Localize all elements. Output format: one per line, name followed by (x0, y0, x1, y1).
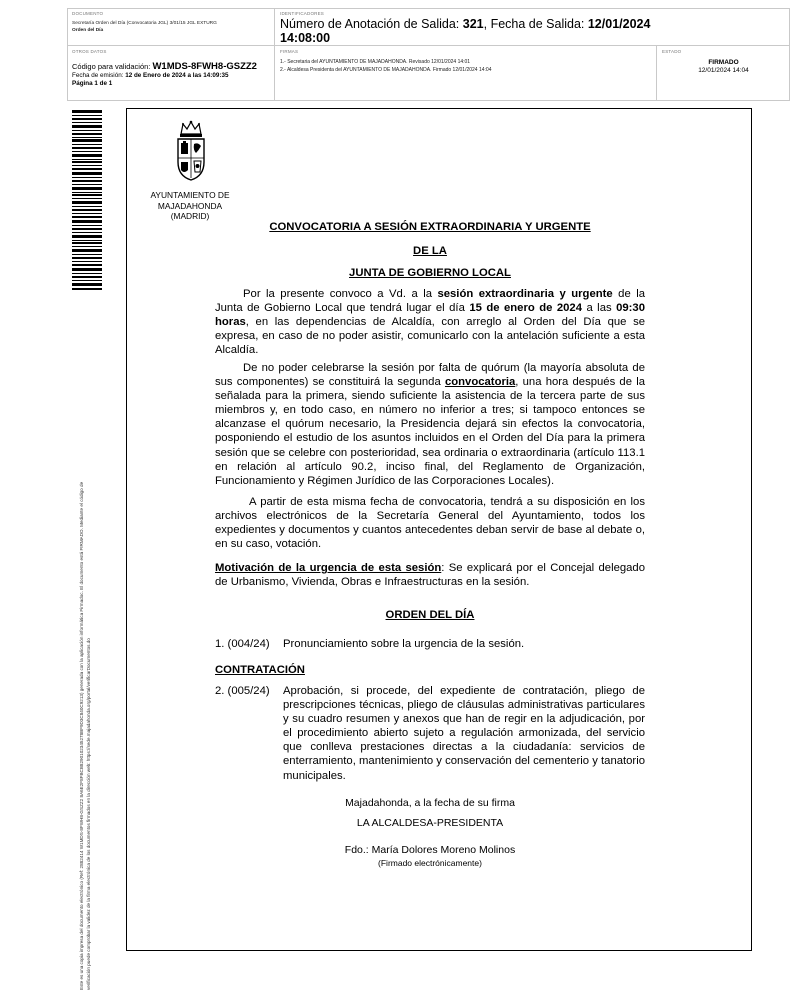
verification-side-text (79, 310, 92, 990)
ayuntamiento-line-3: (MADRID) (170, 211, 210, 221)
barcode-image (72, 110, 102, 290)
p1-session-type: sesión extraordinaria y urgente (437, 288, 613, 300)
emission-date-label: Fecha de emisión: (72, 72, 126, 79)
p1-time: 09:30 horas (215, 302, 645, 329)
salida-date: 12/01/2024 (587, 17, 651, 31)
firma-2: 2.- Alcaldesa Presidenta del AYUNTAMIENTO DE MAJADAHONDA. Firmado 12/01/2024 14:04 (280, 67, 492, 73)
salida-number: 321 (462, 17, 484, 31)
documento-line-1: Secretaría Orden del Día (Convocatoria JGL) 3/01/15 JGL EXTURG (72, 21, 217, 26)
section-contratacion: CONTRATACIÓN (215, 664, 305, 676)
document-title: CONVOCATORIA A SESIÓN EXTRAORDINARIA Y URGENTE (269, 221, 591, 233)
p2-text-a: De no poder celebrarse la sesión por falta de quórum (la mayoría absoluta de sus componentes) se constituirá la segunda (215, 362, 645, 389)
firma-1: 1.- Secretaria del AYUNTAMIENTO DE MAJADAHONDA. Revisado 12/01/2024 14:01 (280, 59, 471, 65)
documento-line-2: Orden del Día (72, 28, 104, 33)
p1-text-e: a las (581, 302, 617, 315)
document-title-line-2: DE LA (413, 245, 447, 257)
paragraph-convocatoria (215, 287, 645, 357)
page-count: Página 1 de 1 (72, 80, 113, 87)
validation-code (72, 61, 257, 72)
validation-code-label: Código para validación: (72, 62, 153, 71)
ayuntamiento-line-1: AYUNTAMIENTO DE (150, 190, 230, 200)
document-title-line-3: JUNTA DE GOBIERNO LOCAL (349, 267, 511, 279)
estado-value: FIRMADO (708, 59, 739, 66)
motivacion-label: Motivación de la urgencia de esta sesión (215, 562, 442, 574)
orden-del-dia-title: ORDEN DEL DÍA (385, 609, 475, 621)
p1-text-a: Por la presente convoco a Vd. a la (243, 288, 438, 300)
documento-label: DOCUMENTO (72, 11, 104, 16)
paragraph-motivacion (215, 561, 645, 589)
salida-mid: , Fecha de Salida: (483, 17, 588, 31)
paragraph-quorum (215, 361, 645, 488)
identificadores-cell (275, 8, 790, 46)
motivacion-text: : Se explicará por el Concejal delegado de Urbanismo, Vivienda, Obras e Infraestructuras en la sesión. (215, 562, 645, 589)
otros-datos-label: OTROS DATOS (72, 49, 107, 54)
salida-time: 14:08:00 (280, 31, 331, 45)
paragraph-archivos: A partir de esta misma fecha de convocatoria, tendrá a su disposición en los archivos electrónicos de la Secretaría General del Ayuntamiento, todos los expedientes y documentos y cuantos antecedentes deban servir de base al debate o, en su caso, votación. (215, 496, 645, 551)
emission-date (72, 72, 228, 79)
agenda-item-text: Pronunciamiento sobre la urgencia de la sesión. (283, 638, 525, 650)
agenda-item-text: Aprobación, si procede, del expediente de contratación, pliego de prescripciones técnicas, pliego de cláusulas administrativas particulares y su cuadro resumen y anexos que han de regir en la adjudicación, por el procedimiento abierto sujeto a regulación armonizada, del servicio que conlleva prestaciones directas a la ciudadanía: servicios de enterramiento, mantenimiento y conservación del cementerio y tanatorio municipales. (283, 685, 645, 782)
estado-cell (657, 46, 790, 101)
salida-prefix: Número de Anotación de Salida: (280, 17, 463, 31)
ayuntamiento-name (140, 190, 240, 222)
signature-place: Majadahonda, a la fecha de su firma (345, 797, 515, 809)
emission-date-value: 12 de Enero de 2024 a las 14:09:35 (125, 72, 229, 79)
salida-info (280, 17, 780, 45)
estado-label: ESTADO (662, 49, 682, 54)
agenda-item-number: 1. (004/24) (215, 638, 270, 650)
signature-name: Fdo.: María Dolores Moreno Molinos (344, 844, 516, 856)
identificadores-label: IDENTIFICADORES (280, 11, 325, 16)
agenda-item-number: 2. (005/24) (215, 685, 270, 697)
ayuntamiento-line-2: MAJADAHONDA (157, 200, 223, 211)
verification-line-1: Este es una copia impresa del documento electrónico (Ref: 2882414 W1MDS-8FWH8-GSZZ2 8A6E2F8FBCB8290102345278BF9D3C840C9213) generada con la aplicación informática Firmadoc. El documento está FIRMADO. Mediante el código de (79, 481, 84, 990)
p2-text-c: , una hora después de la señalada para la primera, siendo suficiente la asistencia de la tercera parte de sus miembros y, en todo caso, en número no inferior a tres; si tampoco entonces se alcanzase el quórum necesario, la Presidencia dejará sin efectos la convocatoria, posponiendo el estudio de los asuntos incluidos en el Orden del Día para la primera sesión que se celebre con posterioridad, sea ordinaria o extraordinaria (artículo 113.1 en relación al artículo 90.2, inciso final, del Reglamento de Organización, Funcionamiento y Régimen Jurídico de las Corporaciones Locales). (215, 376, 645, 487)
signature-role: LA ALCALDESA-PRESIDENTA (356, 817, 504, 829)
signature-note: (Firmado electrónicamente) (378, 858, 482, 868)
signature-header-table (67, 8, 790, 101)
estado-date: 12/01/2024 14:04 (698, 67, 749, 74)
coat-of-arms-icon (172, 120, 210, 182)
validation-code-value[interactable]: W1MDS-8FWH8-GSZZ2 (152, 61, 257, 72)
p2-convocatoria: convocatoria (444, 376, 516, 389)
firmas-cell (275, 46, 657, 101)
documento-cell (67, 8, 275, 46)
p1-text-g: , en las dependencias de Alcaldía, con arreglo al Orden del Día que se expresa, en caso de no poder asistir, comunicarlo con la antelación suficiente a esta Alcaldía. (215, 316, 645, 357)
p1-text-c: de la Junta de Gobierno Local que tendrá lugar el día (215, 288, 645, 315)
verification-line-2[interactable]: verificación puede comprobar la validez de la firma electrónica de los documentos firmados en la dirección web: https://sede.majadahonda.org/portal/verificarDocumentos.do (85, 638, 91, 990)
firmas-label: FIRMAS (280, 49, 299, 54)
otros-datos-cell (67, 46, 275, 101)
p1-date: 15 de enero de 2024 (469, 302, 582, 315)
